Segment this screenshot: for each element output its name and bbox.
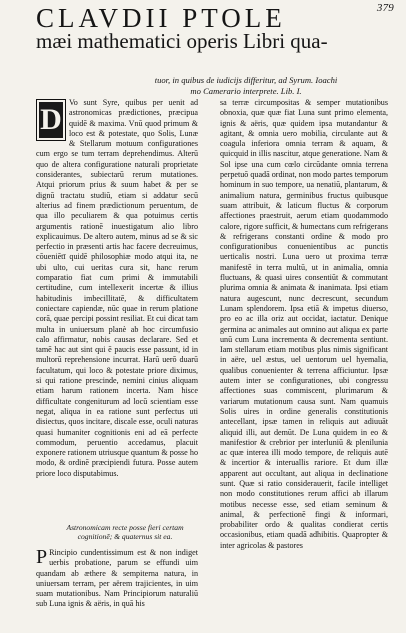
left-column-lower [36, 548, 198, 624]
left-column-text: Vo sunt Syre, quibus per uenit ad astronomicas prædictiones, præcipua quidē & maxima. Vnū quod primum & loco est & potestate, quo Solis, Lunæ & Stellarum motuum configurationes cum ergo se tum terram deprehendimus. Alterū quo de altera configuratione naturali proprietate considerantes, subiectarū rerum mutationes. Atqui priorum prius & suum habet & per se dignū tractatu studiū, etiam si addatur secū alterius ad finem prædictionum peruentum, de qua illo peculiarem & qua potuimus certis argumentis rationē inuestigatum alio libro explicauimus. De altero autem, minus ad se & sic perfectio in præsenti artis hac facere decreuimus, cōueniētī quidē philosophiæ modo atqui ita, ne ubi ulto, cui ueritas cura sit, hanc rerum comparatio fiat cum primi & immutabili certitudine, cum intellexerit incertæ & illius habitudinis imbecillitatē, & difficultatem coniectare capiendæ, nūc quae in rerum platione corā, quae percipi possint resiliat. Et cui dicat tam multa in uniuersum planè ab hoc circumfusio calo affirmatur, nobis causas declarare. Sed et tamē hac aut sint qui ē paucis esse passunt, id in multorū reprehensione incurrat. Harū uerō duarū facultatum, qui loco & potestate priore diximus, si qui ratione prescinde, nemini cinius aliquam etiam harum rationem incerta. Nam hisce difficultate congeniturum ad locū scientiam esse negat, aliqua in ea ratione sunt perfectus uti disiectus, quos incitare, discale esse, oculi naturas quasi humaniter cognitionis eni ad eā perfecte commodum, peruentio accedamus, placuit exponere rationem utriusque quantum & posse ho modo, & ordinē præcipiendi futura. Posse autem priore loco disputabimus. [36, 98, 198, 478]
title-continuation-line-2: mo Camerario interprete. Lib. I. [190, 86, 302, 96]
left-column-lower-text: Rincipio cundentissimum est & non indiget uerbis probatione, parum se effundi uim quandam ab æthere & sempiterna natura, in uniuersam terram, per aërem trajicientes, in uim suam mutationibus. Nam Principiorum naturaliū sub Luna ignis & aëris, in quā his [36, 548, 198, 609]
left-column [36, 98, 198, 580]
right-column-text: sa terræ circumpositas & semper mutationibus obnoxia, quæ quæ fiat Luna sunt primo elementa, ignis & aëris, quæ quidem ipsa mutandantur & agitant, & omnia uero mobilia, circulante aut & coagula inferiora omnia terram & aquam, & quicquid in illis nascitur, atque generatione. Nam & Sol ipse una cum cœlo circūdante omnia terrena perpetuō quadā ordinat, non modo partes temporum hominum in suo tempore, ua nenatiū, plantarum, & animalium natura, germinibus fructus quibusque suam attribuit, & laticum fluctus & corporum affectiones praestruit, aerum etiam quodammodo calore, rigore sufficit, & humectans cum refrigerans & refrigerans constanti ordine & modo pro configurationibus conuenientibus ac punctis uerticalis nostri. Luna uero ut proxima terræ manifestē in terra multū, ut in animalia, omnia fluctuans, & quasi uires consentiūt & commutant plurima omnia & animata & inanimata. Ipsi etiam natura augescunt, nunc decrescunt, secundum Lunam splendorem. Ipsa etiā & impetus diuerso, pro eo ac illa oriz aut occidat, iactatur. Denique germina ac animales aut omnino aut aliqua ex parte unū cum Luna incrementa & decrementa sentiunt. Iam stellarum etiam motibus plus nimis significant in aëre, uel æstus, uel uentorum uel hyemalia, qualibus conuenienter & terrena afficiuntur. Ipsæ autem inter se configurationes, ubi congressu affectiones suas commiscent, plurimarum & variarum mutationum causa sunt. Nam quamuis Solis uires in ordine generalis constitutionis antecellant, ipsæ tamen in reliquis aut adiuuāt aliquid illi, aut demūt. De Luna quidem in eo & manifestior & crebrior per interluniū & plenilunia ac quæ interea illi modo tempore, de reliquis autē & incertior & interuallis rariore. Et dum illæ apparent aut occultant, aut aliqua in declinatione sunt. Quæ si ratio considerauerit, facile intelliget non modo constitutiones rerum affici ab illarum motibus necesse esse, sed etiam seminum & animal, & perfectionē fingi & informari, probabiliter ordo & qualitas condierat certis occasionibus, etiam quadā adhibitis. Quapropter & inter agricolas & pastores [220, 98, 388, 550]
title-continuation-line-1: tuor, in quibus de iudicijs differitur, ad Syrum. Ioachi [154, 75, 338, 85]
title: CLAVDII PTOLE [36, 3, 286, 33]
section-rubric: Astronomicam recte posse fieri certam cognitionē; & quaternus sit ea. [66, 523, 184, 542]
initial-capital: P [36, 548, 48, 568]
title-continuation [146, 75, 346, 97]
page-number: 379 [376, 2, 394, 14]
ornamental-dropcap: D [36, 99, 66, 141]
right-column [220, 98, 388, 614]
subtitle: mæi mathematici operis Libri qua- [36, 29, 328, 53]
